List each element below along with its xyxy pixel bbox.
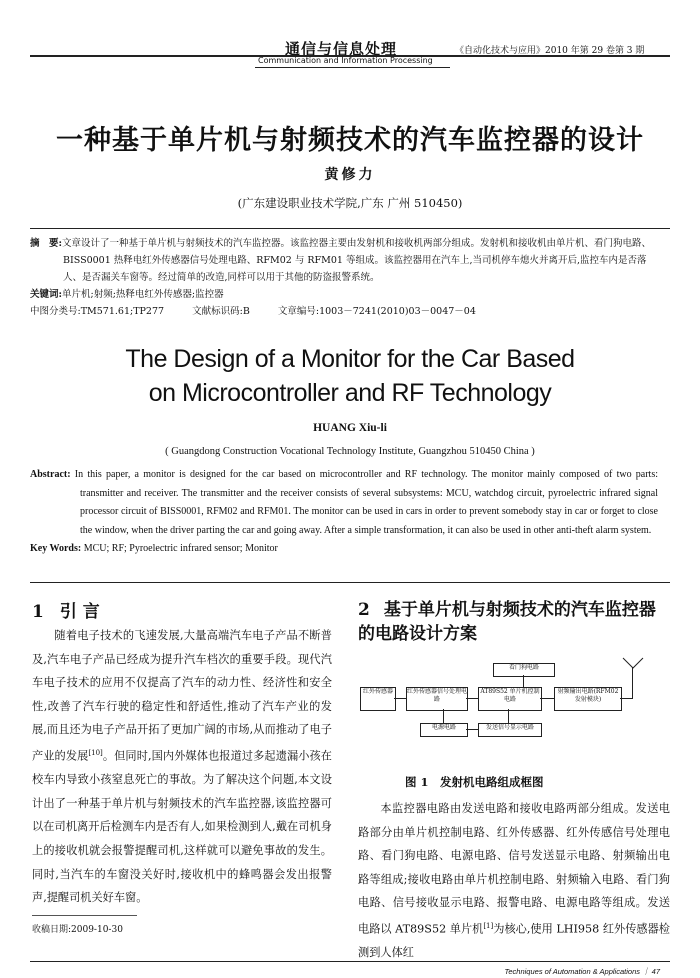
section2-heading [358, 598, 668, 646]
keywords-cn [30, 286, 655, 303]
section2-text: 本监控器电路由发送电路和接收电路两部分组成。发送电路部分由单片机控制电路、红外传感器、红外传感信号处理电路、看门狗电路、电源电路、信号发送显示电路、射频输出电路等组成;接收电路由单片机控制电路、射频输入电路、看门狗电路、信号接收显示电路、报警电路、电源电路等组成。发送电路以 AT89S52 单片机 [358, 802, 670, 936]
running-header-section: 通信与信息处理 [285, 40, 398, 58]
figure1-diagram [358, 655, 670, 780]
paper-title-en-line1: The Design of a Monitor for the Car Based [125, 345, 575, 373]
figure1-caption: 图 1 发射机电路组成框图 [405, 775, 544, 789]
antenna-icon [622, 657, 644, 671]
keywords-cn-text: 单片机;射频;热释电红外传感器;监控器 [62, 289, 224, 300]
abstract-cn [30, 235, 655, 286]
block-ir-processing: 红外传感器信号处理电路 [406, 687, 468, 711]
affiliation-cn: (广东建设职业技术学院,广东 广州 510450) [237, 196, 463, 210]
received-date: 收稿日期:2009-10-30 [32, 925, 123, 935]
section1-text-b: 。但同时,国内外媒体也报道过多起遗漏小孩在校车内导致小孩窒息死亡的事故。为了解决这个问题,本文设计出了一种基于单片机与射频技术的汽车监控器,该监控器可以在司机离开后检测车内是否有人,如果检测到人,戴在司机身上的接收机就会报警提醒司机,这样就可以避免事故的发生。同时,当汽车的车窗没关好时,接收机中的蜂鸣器会发出报警声,提醒司机关好车窗。 [32, 749, 332, 905]
abstract-en-text: In this paper, a monitor is designed for the car based on microcontroller and RF technology. The monitor mainly composed of two parts: transmitter and receiver. The transmitter and the receiver consists of several subsystems: MCU, watchdog circuit, pyroelectric infrared signal processor circuit of BISS0001, RFM02 and RFM01. The monitor can be used in cars in order to prevent somebody stay in car or forget to close the window, when the driver parting the car and going away. After a simple transformation, it can also be used in other anti-theft alarm system. [74, 469, 659, 536]
section2-text-end: 为核心,使用 LHI958 红外传感器检测到人体红 [358, 922, 670, 960]
header-rule [30, 55, 670, 57]
author-cn: 黄修力 [324, 167, 376, 183]
page-footer: Techniques of Automation & Applications ｜ 47 [504, 967, 660, 976]
section2-title: 基于单片机与射频技术的汽车监控器的电路设计方案 [358, 600, 656, 644]
section2-paragraph [358, 797, 670, 965]
paper-title-cn: 一种基于单片机与射频技术的汽车监控器的设计 [56, 125, 644, 156]
running-header-section-en: Communication and Information Processing [258, 56, 433, 65]
block-watchdog: 看门狗电路 [493, 663, 555, 677]
abstract-en-label: Abstract: [30, 469, 71, 480]
keywords-en-label: Key Words: [30, 543, 82, 554]
connector [466, 729, 478, 730]
author-en: HUANG Xiu-li [313, 422, 387, 434]
section2-body [358, 797, 670, 965]
connector [523, 675, 524, 687]
abstract-cn-block [30, 235, 655, 320]
abstract-bottom-rule [30, 582, 670, 583]
abstract-top-rule [30, 228, 670, 229]
block-mcu: AT89S52 单片机控制电路 [478, 687, 542, 711]
abstract-cn-label: 摘 要: [30, 238, 63, 249]
section2-number: 2 [358, 600, 370, 620]
header-sub-rule [255, 67, 450, 68]
running-header-journal: 《自动化技术与应用》2010 年第 29 卷第 3 期 [455, 46, 645, 56]
block-power: 电源电路 [420, 723, 468, 737]
keywords-en-text: MCU; RF; Pyroelectric infrared sensor; Monitor [83, 543, 278, 554]
section1-title: 引 言 [59, 602, 100, 622]
abstract-en [30, 466, 658, 540]
section1-number: 1 [32, 602, 44, 622]
clc-number: 中图分类号:TM571.61;TP277 [30, 306, 165, 317]
connector [508, 709, 509, 723]
paper-title-en [0, 342, 700, 410]
keywords-en [30, 540, 658, 559]
section1-paragraph [32, 624, 332, 910]
paper-title-en-line2: on Microcontroller and RF Technology [148, 379, 552, 407]
affiliation-en: ( Guangdong Construction Vocational Technology Institute, Guangzhou 510450 China ) [165, 446, 535, 457]
abstract-en-block [30, 466, 658, 559]
block-rf-output: 射频输出电路(RFM02 发射模块) [554, 687, 622, 711]
classification-line [30, 303, 655, 320]
connector [540, 698, 554, 699]
citation-ref: [10] [88, 748, 103, 757]
connector [466, 698, 478, 699]
antenna-mast [632, 667, 633, 699]
block-ir-sensor: 红外传感器 [360, 687, 396, 711]
section1-text-a: 随着电子技术的飞速发展,大量高端汽车电子产品不断普及,汽车电子产品已经成为提升汽车档次的重要手段。现代汽车电子技术的应用不仅提高了汽车的动力性、经济性和安全性,改善了汽车行驶的稳定性和舒适性,推动了汽车产业的发展,而且还为电子产品开拓了更加广阔的市场,从而推动了电子产业的发展 [32, 629, 332, 763]
footer-rule [30, 961, 670, 962]
connector [443, 709, 444, 723]
article-number: 文章编号:1003－7241(2010)03－0047－04 [277, 306, 476, 317]
keywords-cn-label: 关键词: [30, 289, 63, 300]
section1-heading [32, 597, 100, 622]
doc-code: 文献标识码:B [192, 306, 250, 317]
antenna-feed [620, 698, 632, 699]
footnote-rule [32, 915, 137, 916]
connector [394, 698, 406, 699]
section1-body [32, 624, 332, 910]
abstract-cn-text: 文章设计了一种基于单片机与射频技术的汽车监控器。该监控器主要由发射机和接收机两部分组成。发射机和接收机由单片机、看门狗电路、BISS0001 热释电红外传感器信号处理电路、RFM02 与 RFM01 等组成。该监控器用在汽车上,当司机停车熄火并离开后,监控车内是否落人、是否漏关车窗等。经过简单的改造,同样可以用于其他的防盗报警系统。 [62, 238, 652, 283]
block-display: 发送信号显示电路 [478, 723, 542, 737]
citation-ref: [1] [483, 921, 494, 930]
